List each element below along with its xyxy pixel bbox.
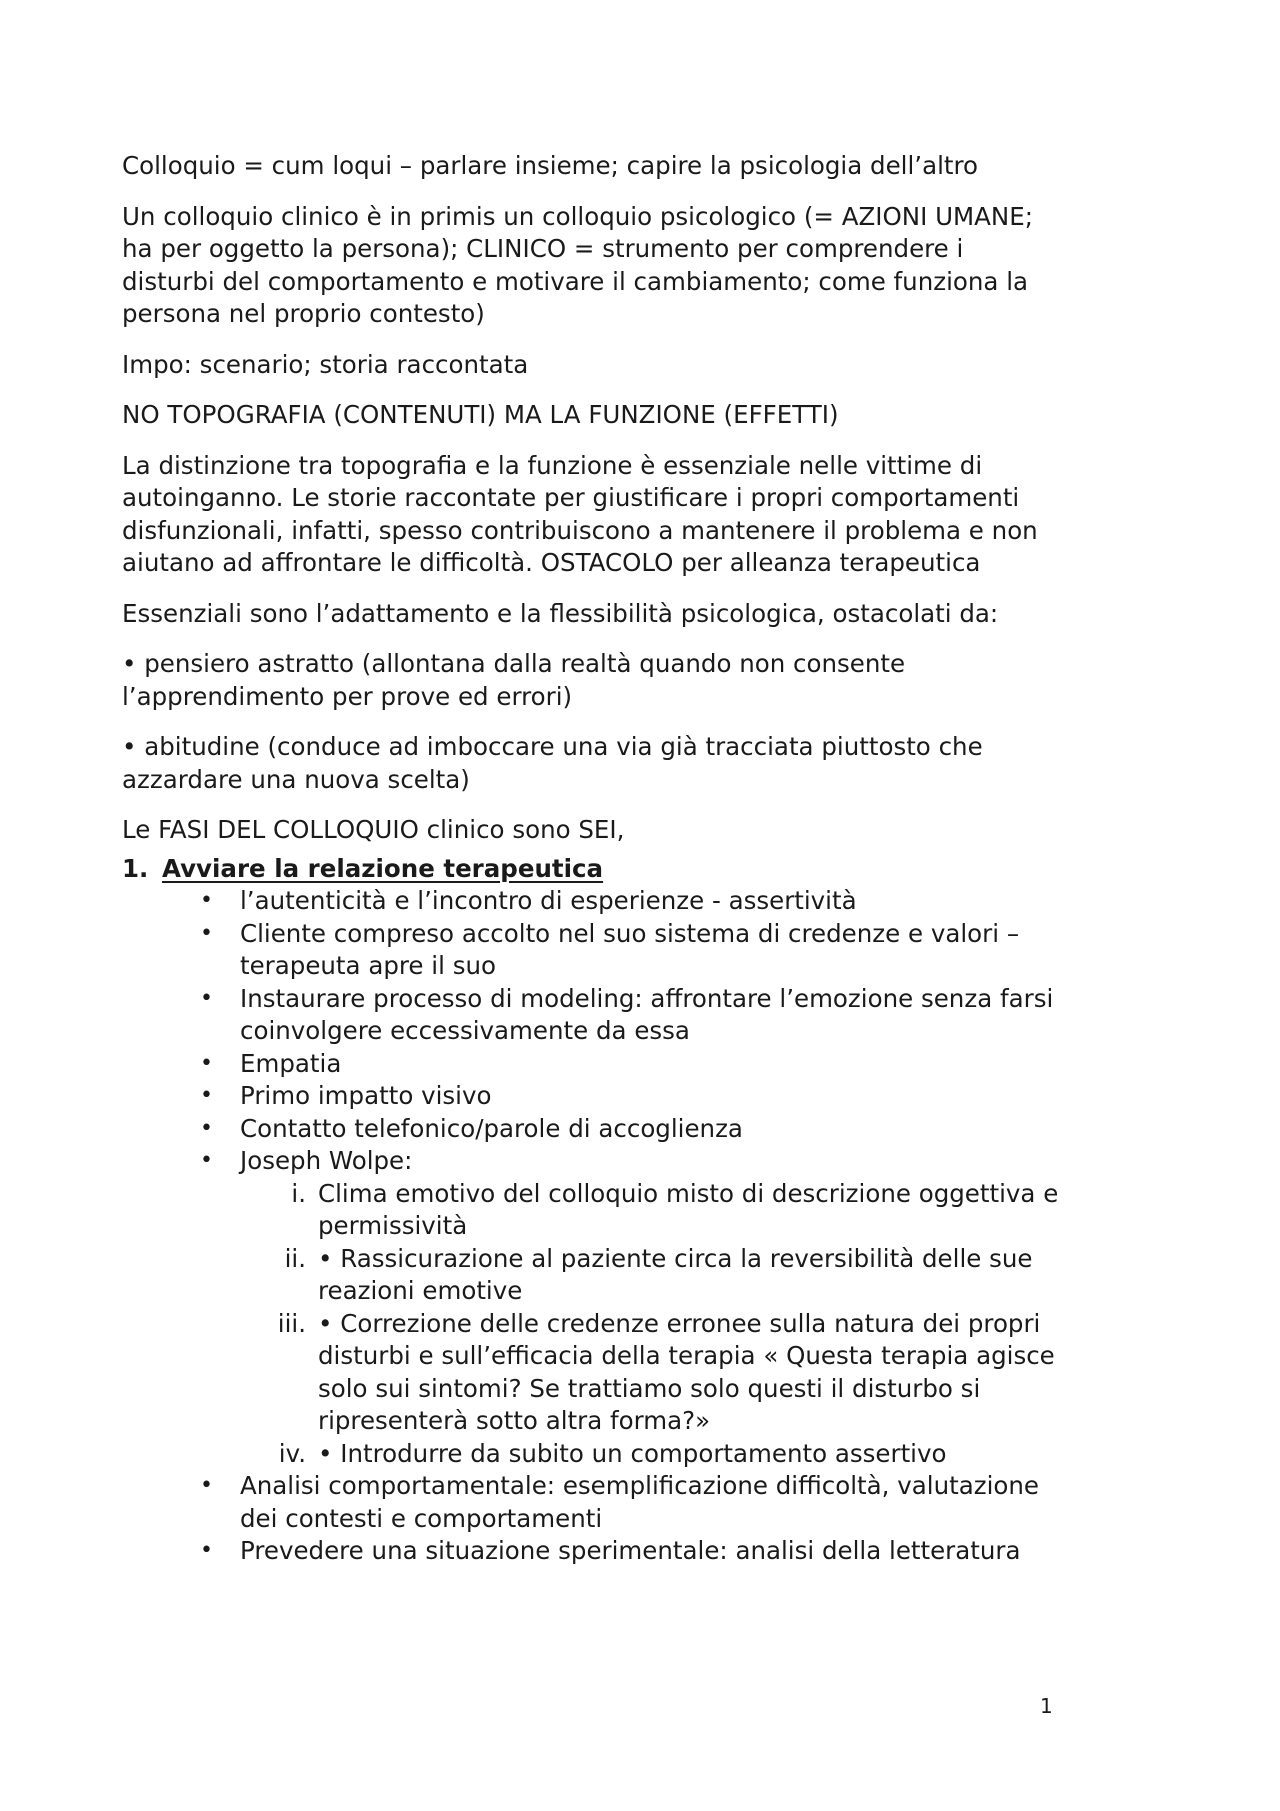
- bullet-icon: •: [200, 1473, 213, 1498]
- list-item-text: Joseph Wolpe:: [240, 1146, 413, 1175]
- list-item: [122, 1470, 1062, 1535]
- sublist-item-text: Clima emotivo del colloquio misto di descrizione oggettiva e permissività: [318, 1178, 1059, 1240]
- section-title: Avviare la relazione terapeutica: [162, 853, 604, 883]
- bullet-icon: •: [200, 985, 213, 1011]
- list-item-text: Primo impatto visivo: [240, 1081, 492, 1110]
- document-body: [122, 150, 1062, 1568]
- sublist-item: [122, 1438, 1062, 1471]
- list-item-text: Contatto telefonico/parole di accoglienza: [240, 1113, 743, 1143]
- list-item: [122, 1535, 1062, 1568]
- paragraph-distinction: La distinzione tra topografia e la funzione è essenziale nelle vittime di autoinganno. Le storie raccontate per giustificare i propri comportamenti disfunzionali, infatti, spesso contribuiscono a mantenere il problema e non aiutano ad affrontare le difficoltà. OSTACOLO per alleanza terapeutica: [122, 450, 1038, 577]
- list-item: [122, 885, 1062, 918]
- paragraph-habit: • abitudine (conduce ad imboccare una via già tracciata piuttosto che azzardare una nuova scelta): [122, 732, 983, 794]
- sublist-item-text: • Correzione delle credenze erronee sulla natura dei propri disturbi e sull’efficacia della terapia « Questa terapia agisce solo sui sintomi? Se trattiamo solo questi il disturbo si ripresenterà sotto altra forma?»: [318, 1308, 1055, 1435]
- paragraph-abstract-thought: • pensiero astratto (allontana dalla realtà quando non consente l’apprendimento per prove ed errori): [122, 649, 906, 711]
- roman-numeral: i.: [291, 1178, 306, 1208]
- list-item: [122, 1080, 1062, 1113]
- section-heading: [122, 853, 1062, 886]
- paragraph-impo: Impo: scenario; storia raccontata: [122, 349, 529, 379]
- bullet-icon: •: [200, 1083, 213, 1108]
- list-item-text: l’autenticità e l’incontro di esperienze - assertività: [240, 886, 857, 915]
- list-item-text: Empatia: [240, 1048, 342, 1078]
- wolpe-sublist: [240, 1178, 1062, 1471]
- bullet-icon: •: [200, 1115, 213, 1141]
- list-item: [122, 1048, 1062, 1081]
- sublist-item-text: • Rassicurazione al paziente circa la reversibilità delle sue reazioni emotive: [318, 1243, 1033, 1305]
- paragraph-topography: NO TOPOGRAFIA (CONTENUTI) MA LA FUNZIONE (EFFETTI): [122, 400, 839, 429]
- list-item-text: Cliente compreso accolto nel suo sistema di credenze e valori – terapeuta apre il suo: [240, 918, 1020, 980]
- sublist-item: [122, 1308, 1062, 1438]
- paragraph-adaptation: Essenziali sono l’adattamento e la flessibilità psicologica, ostacolati da:: [122, 598, 999, 628]
- list-item: [122, 1113, 1062, 1146]
- list-item-text: Prevedere una situazione sperimentale: analisi della letteratura: [240, 1536, 1021, 1565]
- bullet-icon: •: [200, 1538, 213, 1563]
- sublist-item: [122, 1243, 1062, 1308]
- bullet-icon: •: [200, 1050, 213, 1076]
- page-number: 1: [1040, 1694, 1053, 1718]
- bullet-icon: •: [200, 888, 213, 913]
- list-item-text: Analisi comportamentale: esemplificazione difficoltà, valutazione dei contesti e comportamenti: [240, 1471, 1039, 1533]
- roman-numeral: iv.: [278, 1438, 306, 1468]
- list-item: [122, 983, 1062, 1048]
- bullet-list: [122, 885, 1062, 1568]
- paragraph-definition: Colloquio = cum loqui – parlare insieme; capire la psicologia dell’altro: [122, 151, 979, 180]
- bullet-icon: •: [200, 920, 213, 946]
- roman-numeral: iii.: [277, 1308, 306, 1338]
- section-number: 1.: [122, 853, 149, 883]
- sublist-item: [122, 1178, 1062, 1243]
- sublist-item-text: • Introdurre da subito un comportamento assertivo: [318, 1438, 947, 1468]
- paragraph-phases: Le FASI DEL COLLOQUIO clinico sono SEI,: [122, 815, 625, 844]
- paragraph-clinical-interview: Un colloquio clinico è in primis un colloquio psicologico (= AZIONI UMANE; ha per oggetto la persona); CLINICO = strumento per comprendere i disturbi del comportamento e motivare il cambiamento; come funziona la persona nel proprio contesto): [122, 201, 1033, 328]
- list-item-text: Instaurare processo di modeling: affrontare l’emozione senza farsi coinvolgere eccessivamente da essa: [240, 983, 1054, 1045]
- list-item-wolpe: [122, 1145, 1062, 1470]
- list-item: [122, 918, 1062, 983]
- roman-numeral: ii.: [284, 1243, 306, 1273]
- bullet-icon: •: [200, 1148, 213, 1173]
